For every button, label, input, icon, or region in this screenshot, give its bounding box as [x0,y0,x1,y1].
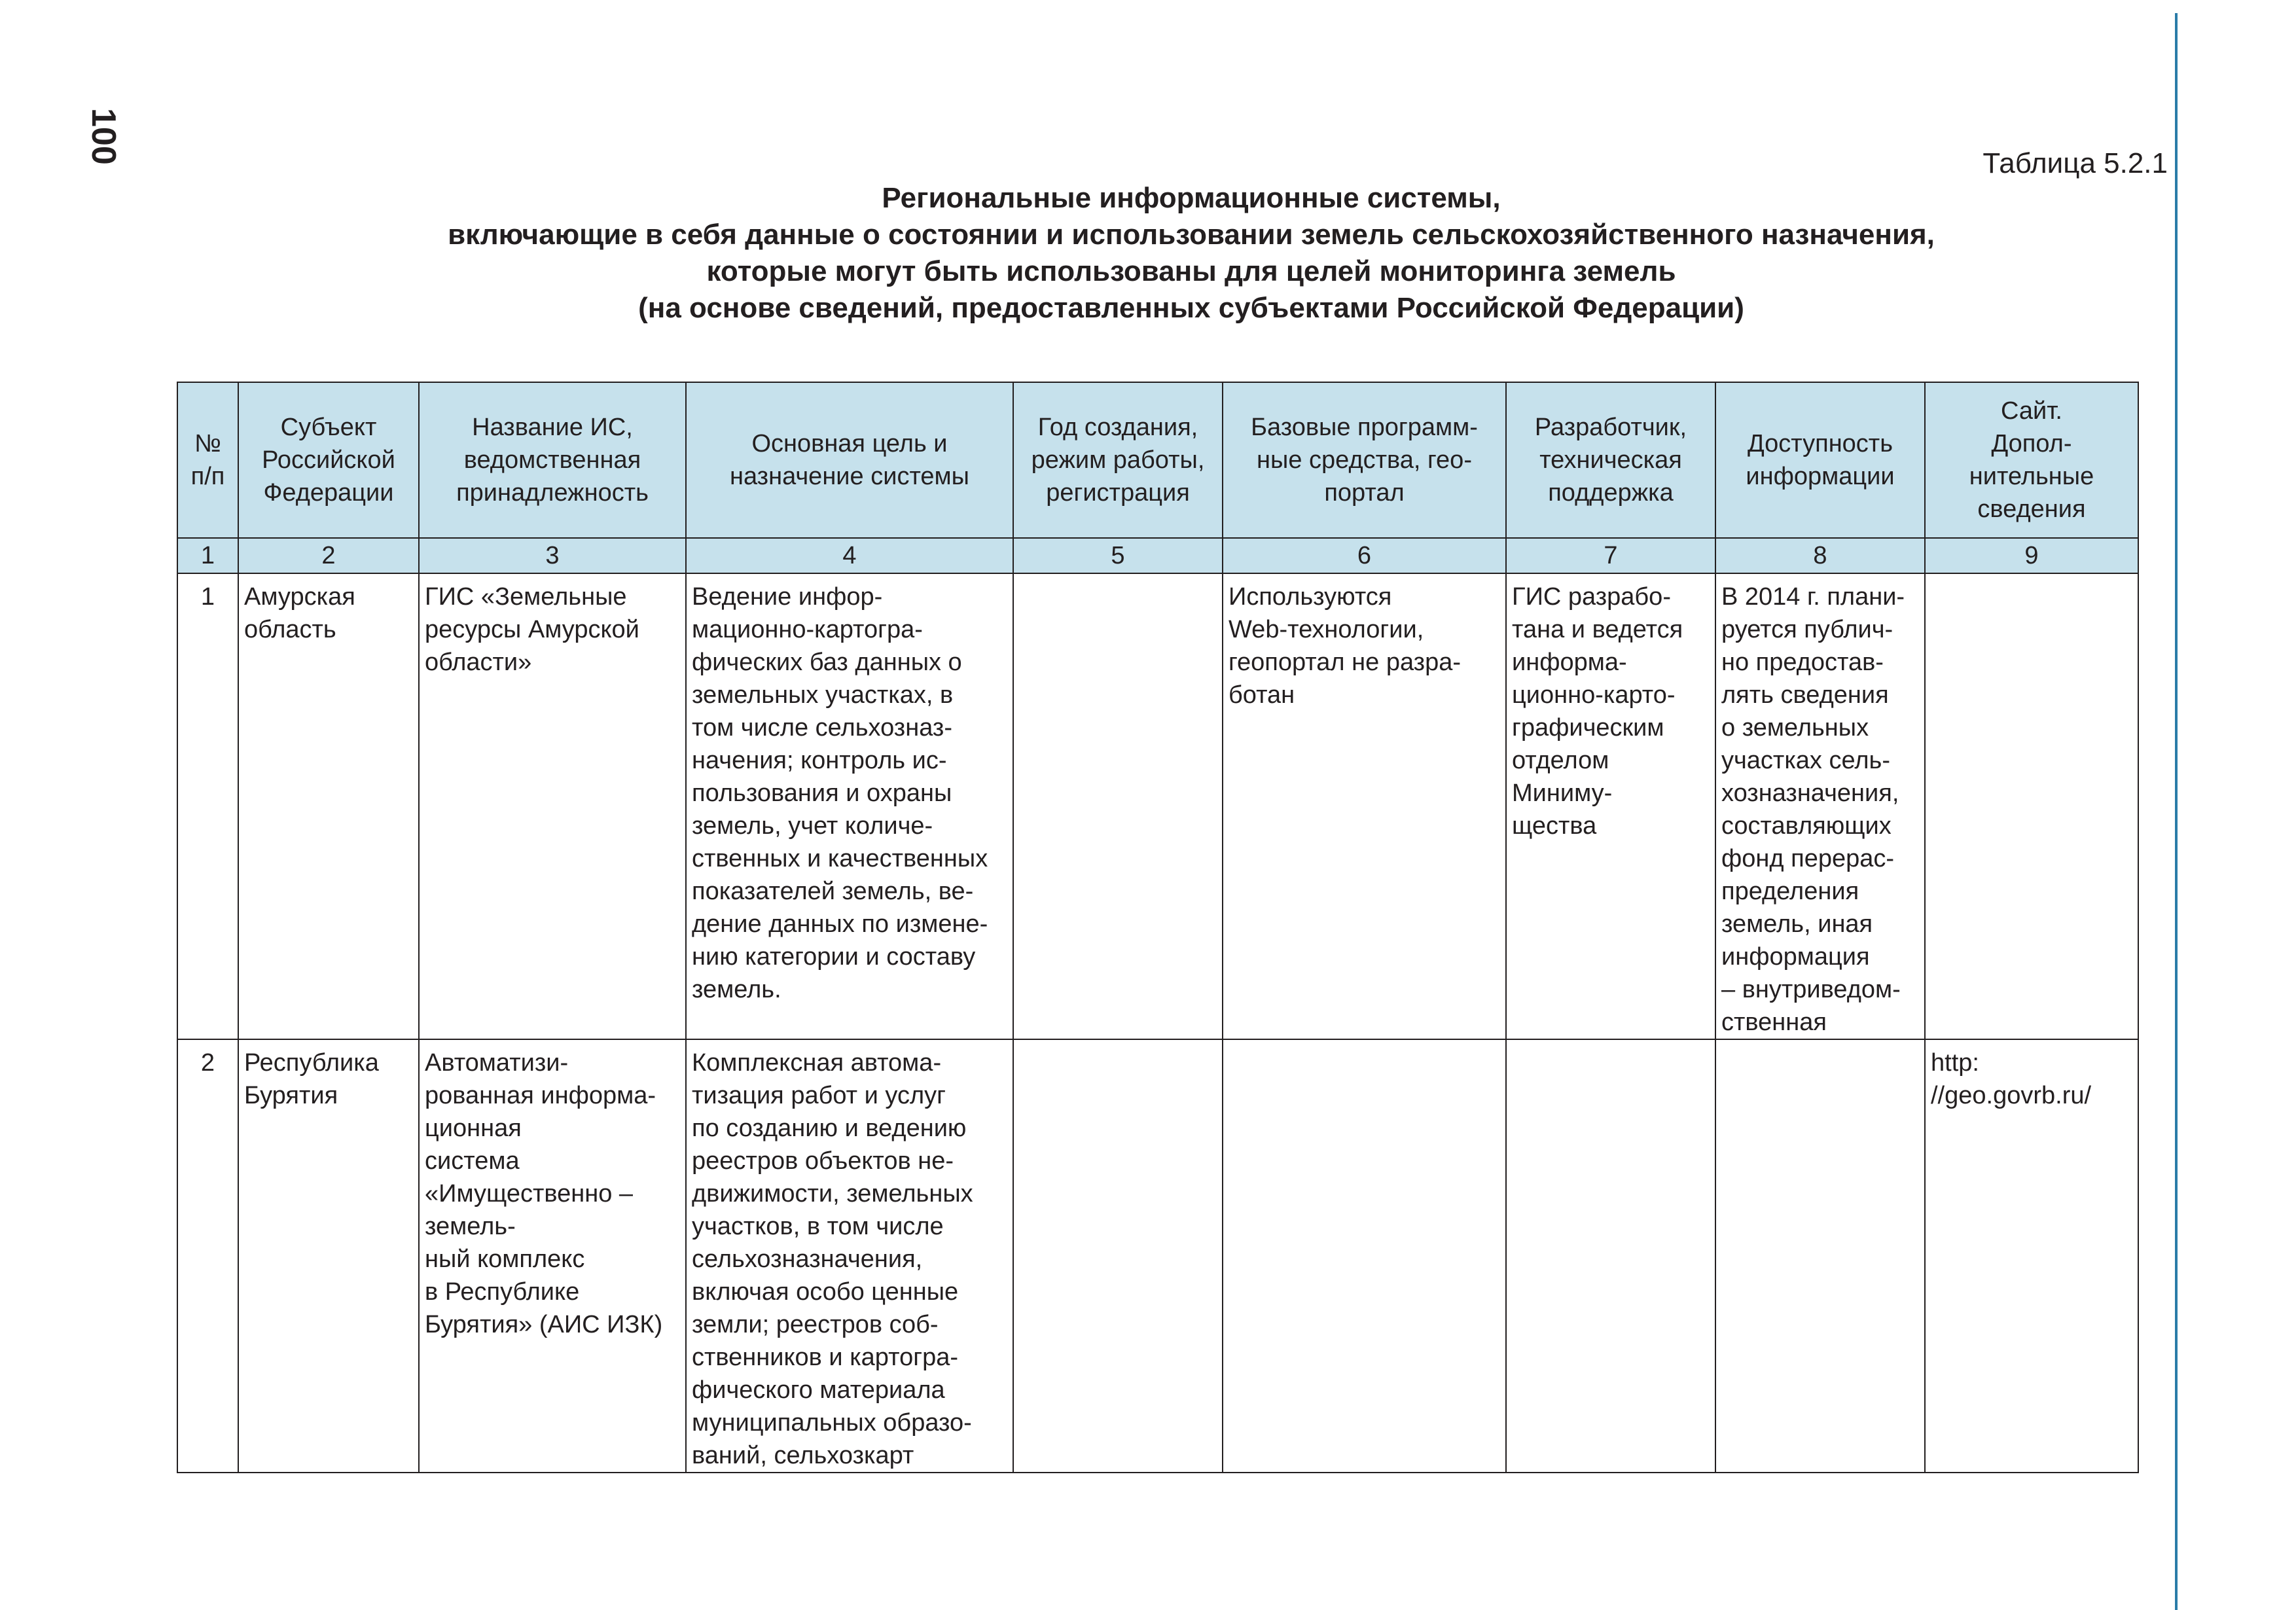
title-line: (на основе сведений, предоставленных субъектами Российской Федерации) [638,292,1744,324]
cell-text-line: геопортал не разра- [1229,649,1462,676]
header-availability [1715,382,1925,538]
column-number-row [177,538,2138,573]
page-number: 100 [84,108,122,165]
column-number: 8 [1715,538,1925,573]
cell-text-line: Автоматизи- [425,1049,569,1077]
cell-text-line: мационно-картогра- [692,616,923,643]
header-text-line: назначение системы [729,463,969,490]
title-line: которые могут быть использованы для целей мониторинга земель [706,255,1676,287]
cell-text-line: система [425,1147,520,1175]
cell-text-line: ционная [425,1115,522,1142]
header-system-name [419,382,686,538]
column-number: 9 [1925,538,2138,573]
cell-text-line: но предостав- [1721,649,1884,676]
cell-system-name [419,573,686,1039]
header-text-line: Название ИС, [472,414,633,441]
header-text-line: Разработчик, [1534,414,1687,441]
cell-year-mode [1013,1039,1223,1473]
cell-software [1223,1039,1506,1473]
cell-text-line: области» [425,649,532,676]
cell-software [1223,573,1506,1039]
cell-text-line: ботан [1229,681,1295,709]
cell-text-line: Амурская [244,583,355,611]
cell-text-line: реестров объектов не- [692,1147,954,1175]
cell-text-line: ресурсы Амурской [425,616,639,643]
cell-text-line: участках сель- [1721,747,1890,774]
cell-text-line: фического материала [692,1376,945,1404]
cell-text-line: графическим [1512,714,1664,742]
cell-text-line: движимости, земельных [692,1180,973,1208]
title-line: включающие в себя данные о состоянии и использовании земель сельскохозяйственного назначения, [448,219,1935,251]
cell-developer [1506,1039,1715,1473]
cell-text-line: ственная [1721,1009,1827,1036]
table-title [164,180,2219,327]
title-line: Региональные информационные системы, [882,182,1501,214]
cell-purpose [686,573,1013,1039]
cell-text-line: хозназначения, [1721,779,1899,807]
table-row [177,1039,2138,1473]
cell-text-line: тана и ведется [1512,616,1683,643]
header-text-line: принадлежность [456,479,649,507]
cell-text-line: нию категории и составу [692,943,976,971]
cell-text-line: Используются [1229,583,1392,611]
cell-text-line: 1 [200,583,215,611]
header-text-line: техническая [1539,446,1682,474]
cell-text-line: участков, в том числе [692,1213,944,1240]
column-number: 1 [177,538,238,573]
header-text-line: № [194,430,221,457]
cell-text-line: составляющих [1721,812,1892,840]
cell-number [177,1039,238,1473]
header-text-line: Год создания, [1037,414,1198,441]
header-text-line: регистрация [1046,479,1190,507]
cell-text-line: начения; контроль ис- [692,747,947,774]
information-systems-table [177,382,2139,1473]
table-body [177,573,2138,1473]
cell-text-line: сельхозназначения, [692,1245,923,1273]
cell-text-line: показателей земель, ве- [692,878,974,905]
cell-text-line: пределения [1721,878,1859,905]
cell-text-line: отделом [1512,747,1609,774]
cell-text-line: Миниму- [1512,779,1613,807]
header-text-line: поддержка [1548,479,1674,507]
cell-text-line: 2 [200,1049,215,1077]
header-software [1223,382,1506,538]
header-text-line: сведения [1977,495,2086,523]
cell-availability [1715,573,1925,1039]
header-text-line: портал [1324,479,1405,507]
header-text-line: нительные [1969,463,2094,490]
cell-subject [238,573,419,1039]
header-text-line: Федерации [263,479,394,507]
cell-text-line: ственников и картогра- [692,1344,958,1371]
cell-text-line: http: [1931,1049,1979,1077]
cell-text-line: фонд перерас- [1721,845,1895,872]
column-number: 6 [1223,538,1506,573]
cell-text-line: лять сведения [1721,681,1889,709]
cell-text-line: – внутриведом- [1721,976,1901,1003]
cell-text-line: Бурятия» (АИС ИЗК) [425,1311,663,1338]
column-number: 4 [686,538,1013,573]
header-text-line: п/п [190,463,225,490]
cell-text-line: //geo.govrb.ru/ [1931,1082,2092,1109]
cell-text-line: руется публич- [1721,616,1893,643]
cell-text-line: Республика [244,1049,379,1077]
cell-text-line: дение данных по измене- [692,910,988,938]
cell-text-line: пользования и охраны [692,779,952,807]
header-text-line: режим работы, [1031,446,1205,474]
cell-purpose [686,1039,1013,1473]
column-number: 5 [1013,538,1223,573]
header-text-line: Субъект [280,414,377,441]
cell-text-line: «Имущественно – [425,1180,634,1208]
cell-text-line: информа- [1512,649,1627,676]
header-text-line: Допол- [1991,430,2072,457]
header-text-line: ные средства, гео- [1257,446,1472,474]
header-site [1925,382,2138,538]
header-text-line: Базовые программ- [1251,414,1478,441]
header-text-line: Сайт. [2001,397,2062,425]
header-year-mode [1013,382,1223,538]
cell-site [1925,573,2138,1039]
cell-text-line: информация [1721,943,1870,971]
header-text-line: ведомственная [463,446,641,474]
cell-text-line: ваний, сельхозкарт [692,1442,914,1469]
cell-text-line: рованная информа- [425,1082,656,1109]
cell-text-line: Бурятия [244,1082,338,1109]
cell-text-line: ГИС разрабо- [1512,583,1671,611]
cell-text-line: Ведение инфор- [692,583,883,611]
column-number: 3 [419,538,686,573]
cell-text-line: земельных участках, в [692,681,954,709]
cell-system-name [419,1039,686,1473]
table-row [177,573,2138,1039]
cell-text-line: фических баз данных о [692,649,962,676]
column-number: 2 [238,538,419,573]
cell-text-line: земли; реестров соб- [692,1311,939,1338]
cell-text-line: Комплексная автома- [692,1049,942,1077]
header-text-line: информации [1746,463,1895,490]
cell-text-line: земель. [692,976,781,1003]
cell-site [1925,1039,2138,1473]
header-number [177,382,238,538]
cell-text-line: о земельных [1721,714,1869,742]
cell-subject [238,1039,419,1473]
cell-text-line: ГИС «Земельные [425,583,627,611]
cell-text-line: Web-технологии, [1229,616,1424,643]
header-developer [1506,382,1715,538]
cell-text-line: земель, учет количе- [692,812,933,840]
cell-text-line: по созданию и ведению [692,1115,967,1142]
cell-text-line: ственных и качественных [692,845,988,872]
cell-text-line: в Республике [425,1278,580,1306]
column-number: 7 [1506,538,1715,573]
header-text-line: Основная цель и [751,430,948,457]
cell-number [177,573,238,1039]
header-purpose [686,382,1013,538]
cell-text-line: том числе сельхозназ- [692,714,952,742]
cell-text-line: земель- [425,1213,516,1240]
cell-text-line: муниципальных образо- [692,1409,972,1437]
header-text-line: Российской [262,446,395,474]
cell-text-line: включая особо ценные [692,1278,959,1306]
cell-availability [1715,1039,1925,1473]
cell-text-line: тизация работ и услуг [692,1082,946,1109]
cell-text-line: ный комплекс [425,1245,585,1273]
table-header-row [177,382,2138,538]
cell-text-line: область [244,616,336,643]
cell-text-line: щества [1512,812,1597,840]
table-label: Таблица 5.2.1 [1982,147,2168,179]
cell-text-line: В 2014 г. плани- [1721,583,1905,611]
cell-text-line: ционно-карто- [1512,681,1676,709]
header-subject [238,382,419,538]
cell-developer [1506,573,1715,1039]
cell-text-line: земель, иная [1721,910,1873,938]
header-text-line: Доступность [1747,430,1893,457]
cell-year-mode [1013,573,1223,1039]
